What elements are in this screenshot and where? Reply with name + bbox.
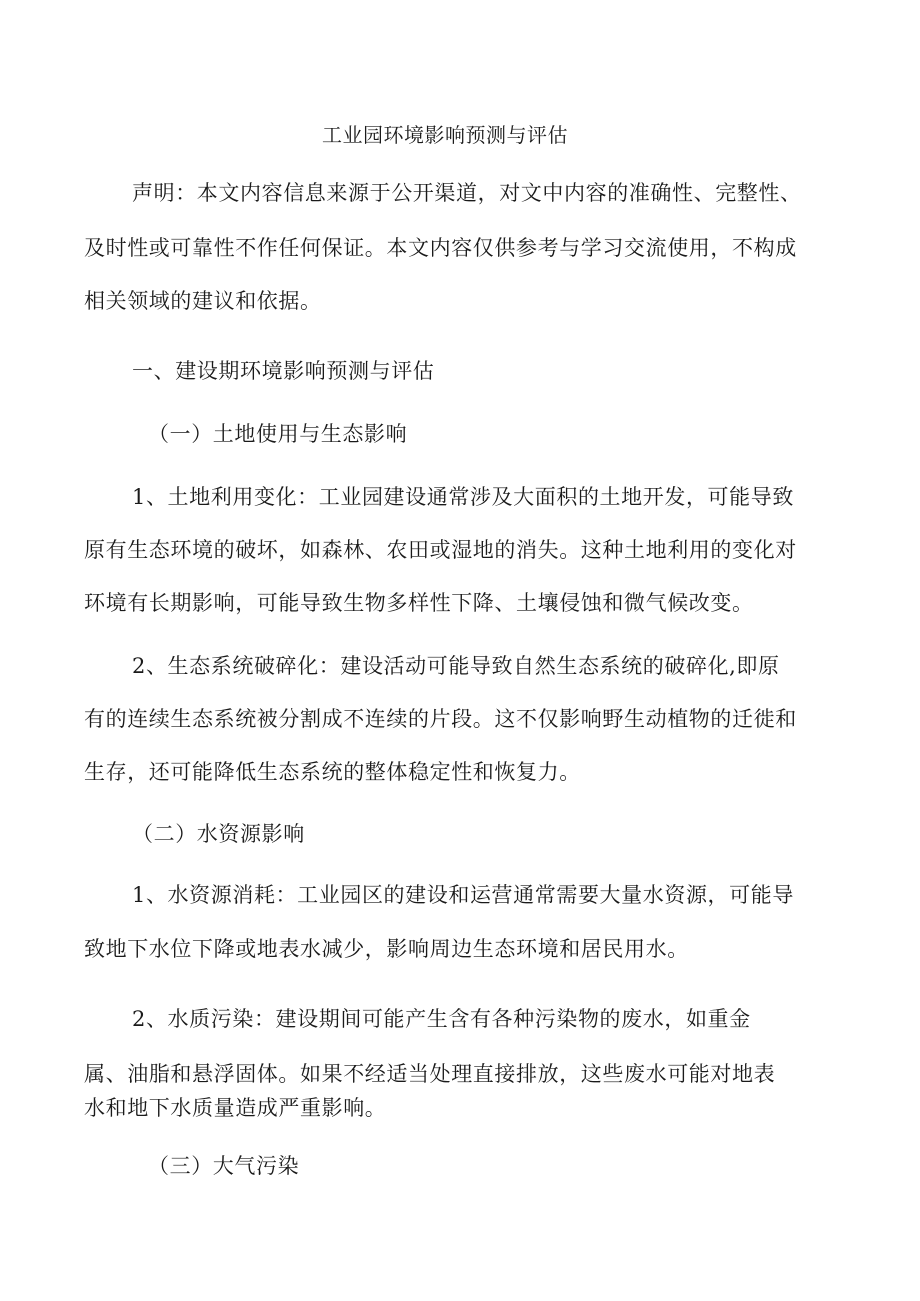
document-title: 工业园环境影响预测与评估 — [322, 123, 568, 147]
paragraph-line: 有的连续生态系统被分割成不连续的片段。这不仅影响野生动植物的迁徙和 — [84, 707, 797, 731]
disclaimer-line: 及时性或可靠性不作任何保证。本文内容仅供参考与学习交流使用，不构成 — [84, 236, 797, 260]
paragraph-line: 2、生态系统破碎化：建设活动可能导致自然生态系统的破碎化,即原 — [132, 654, 780, 678]
paragraph-line: 2、水质污染：建设期间可能产生含有各种污染物的废水，如重金 — [132, 1007, 751, 1031]
subsection-heading: （三）大气污染 — [148, 1154, 300, 1178]
paragraph-line: 环境有长期影响，可能导致生物多样性下降、土壤侵蚀和微气候改变。 — [84, 591, 754, 615]
subsection-heading: （二）水资源影响 — [132, 822, 305, 846]
paragraph-line: 1、土地利用变化：工业园建设通常涉及大面积的土地开发，可能导致 — [132, 485, 794, 509]
disclaimer-line: 相关领域的建议和依据。 — [84, 289, 322, 313]
paragraph-line: 1、水资源消耗：工业园区的建设和运营通常需要大量水资源，可能导 — [132, 883, 794, 907]
subsection-heading: （一）土地使用与生态影响 — [148, 422, 408, 446]
section-heading: 一、建设期环境影响预测与评估 — [132, 359, 435, 383]
paragraph-line: 原有生态环境的破坏，如森林、农田或湿地的消失。这种土地利用的变化对 — [84, 538, 797, 562]
paragraph-line: 水和地下水质量造成严重影响。 — [84, 1096, 387, 1120]
paragraph-line: 属、油脂和悬浮固体。如果不经适当处理直接排放，这些废水可能对地表 — [84, 1062, 776, 1086]
disclaimer-line: 声明：本文内容信息来源于公开渠道，对文中内容的准确性、完整性、 — [132, 181, 802, 205]
paragraph-line: 生存，还可能降低生态系统的整体稳定性和恢复力。 — [84, 760, 581, 784]
paragraph-line: 致地下水位下降或地表水减少，影响周边生态环境和居民用水。 — [84, 937, 689, 961]
